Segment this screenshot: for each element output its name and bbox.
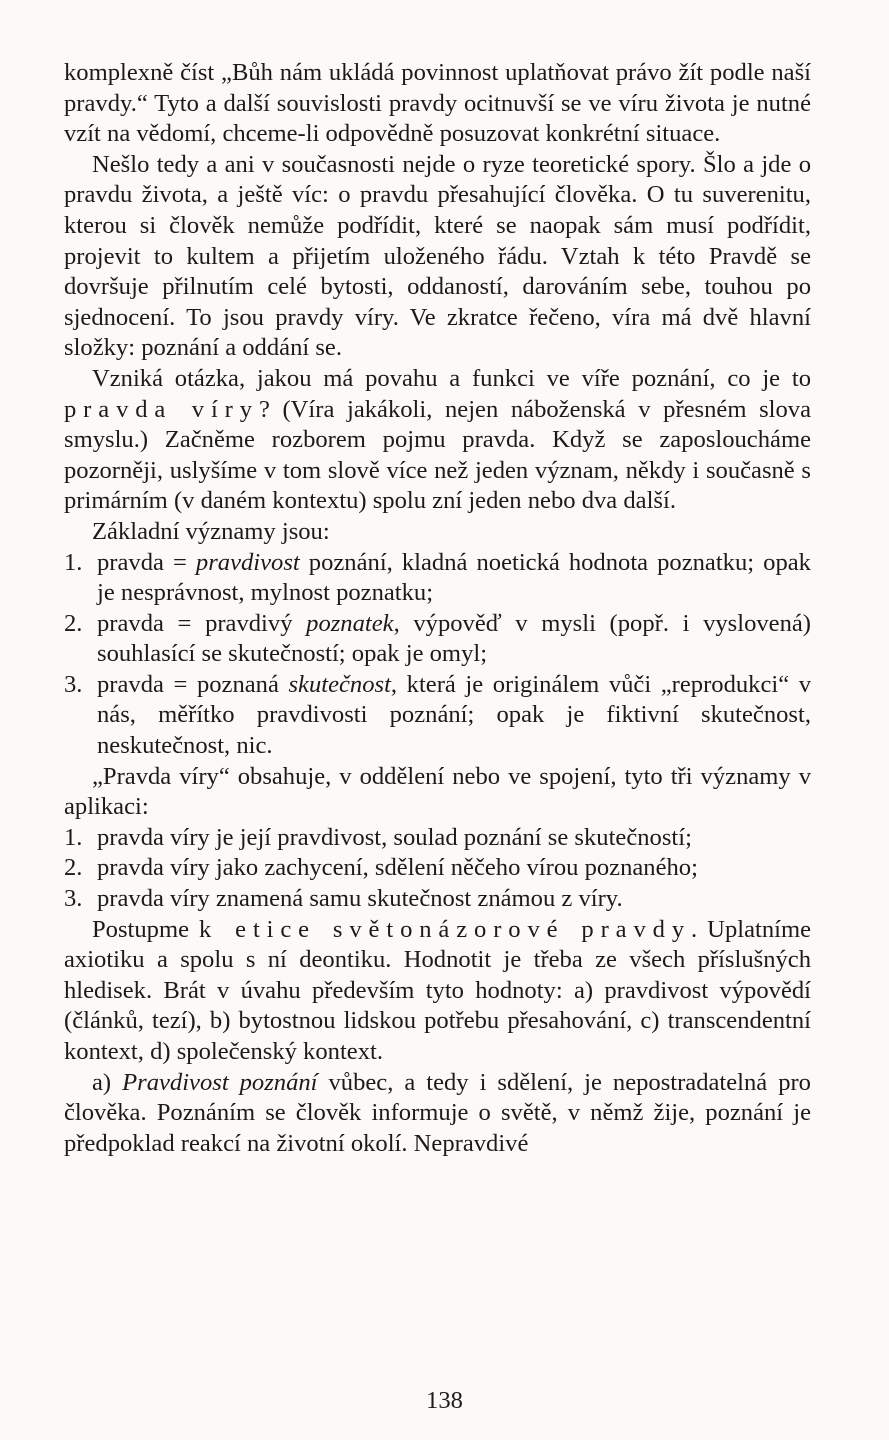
- list-item-emphasis: poznatek: [306, 609, 394, 637]
- list-item-number: 3.: [64, 885, 83, 913]
- list-item-text: pravda víry jako zachycení, sdělení něčeho vírou poznaného;: [97, 854, 698, 882]
- list-item-number: 1.: [64, 823, 83, 851]
- list-item-number: 2.: [64, 854, 83, 882]
- page-number: 138: [426, 1387, 463, 1414]
- list-item-number: 1.: [64, 548, 83, 576]
- list-item-text-start: pravda =: [97, 548, 196, 576]
- spaced-term-etika: k etice světonázorové pravdy: [199, 915, 692, 943]
- list-item: [64, 823, 811, 854]
- paragraph-3-end: ? (Víra jakákoli, nejen náboženská v přesném slova smyslu.) Začněme rozborem pojmu pravda. Když se zaposloucháme pozorněji, uslyšíme v tom slově více než jeden význam, někdy i současně s primárním (v daném kontextu) spolu zní jeden nebo dva další.: [64, 395, 812, 515]
- paragraph-6: [64, 915, 811, 1068]
- paragraph-3-start: Vzniká otázka, jakou má povahu a funkci ve víře poznání, co je to: [92, 364, 811, 392]
- paragraph-4: Základní významy jsou:: [92, 517, 330, 545]
- paragraph-7-end: vůbec, a tedy i sdělení, je nepostradatelná pro člověka. Poznáním se člověk informuje o světě, v němž žije, poznání je předpoklad reakcí na životní okolí. Nepravdivé: [64, 1068, 811, 1157]
- paragraph-6-end: . Uplatníme axiotiku a spolu s ní deontiku. Hodnotit je třeba ze všech příslušných hledisek. Brát v úvahu především tyto hodnoty: a) pravdivost výpovědí (článků, tezí), b) bytostnou lidskou potřebu přesahování, c) transcendentní kontext, d) společenský kontext.: [64, 915, 811, 1065]
- paragraph-5: „Pravda víry“ obsahuje, v oddělení nebo ve spojení, tyto tři významy v aplikaci:: [64, 762, 811, 821]
- list-item-text: [97, 548, 811, 609]
- list-item-text: pravda víry znamená samu skutečnost známou z víry.: [97, 885, 623, 913]
- spaced-term-pravda-viry: pravda víry: [64, 395, 259, 423]
- paragraph-3: [64, 364, 811, 517]
- paragraph-7-start: a): [92, 1068, 123, 1096]
- list-item-text-end: , která je originálem vůči „reprodukci“ v nás, měřítko pravdivosti poznání; opak je fiktivní skutečnost, neskutečnost, nic.: [97, 670, 811, 760]
- body-text: [64, 58, 811, 1159]
- list-item-text: [97, 609, 811, 670]
- list-item-text-start: pravda = poznaná: [97, 670, 289, 698]
- list-item: [64, 609, 811, 670]
- paragraph-6-start: Postupme: [92, 915, 200, 943]
- paragraph-1: komplexně číst „Bůh nám ukládá povinnost uplatňovat právo žít podle naší pravdy.“ Tyto a další souvislosti pravdy ocitnuvší se ve víru života je nutné vzít na vědomí, chceme-li odpovědně posuzovat konkrétní situace.: [64, 59, 811, 148]
- list-item-text-end: poznání, kladná noetická hodnota poznatku; opak je nesprávnost, mylnost poznatku;: [97, 548, 811, 607]
- meanings-list: [64, 548, 811, 762]
- list-item-text-end: , výpověď v mysli (popř. i vyslovená) souhlasící se skutečností; opak je omyl;: [97, 609, 811, 668]
- list-item: [64, 670, 811, 762]
- list-item-number: 2.: [64, 609, 83, 637]
- paragraph-2: Nešlo tedy a ani v současnosti nejde o ryze teoretické spory. Šlo a jde o pravdu života, a ještě víc: o pravdu přesahující člověka. O tu suverenitu, kterou si člověk nemůže podřídit, které se naopak sám musí podřídit, projevit to kultem a přijetím uloženého řádu. Vztah k této Pravdě se dovršuje přilnutím celé bytosti, oddaností, darováním sebe, touhou po sjednocení. To jsou pravdy víry. Ve zkratce řečeno, víra má dvě hlavní složky: poznání a oddání se.: [64, 150, 811, 362]
- list-item-text-start: pravda = pravdivý: [97, 609, 307, 637]
- paragraph-7-emphasis: Pravdivost poznání: [122, 1068, 318, 1096]
- faith-truth-list: [64, 823, 811, 915]
- list-item: [64, 548, 811, 609]
- list-item-emphasis: pravdivost: [195, 548, 300, 576]
- paragraph-7: [64, 1068, 811, 1160]
- list-item-emphasis: skutečnost: [288, 670, 391, 698]
- list-item: [64, 884, 811, 915]
- list-item-text: pravda víry je její pravdivost, soulad poznání se skutečností;: [97, 823, 692, 851]
- list-item: [64, 853, 811, 884]
- list-item-text: [97, 670, 811, 762]
- list-item-number: 3.: [64, 670, 83, 698]
